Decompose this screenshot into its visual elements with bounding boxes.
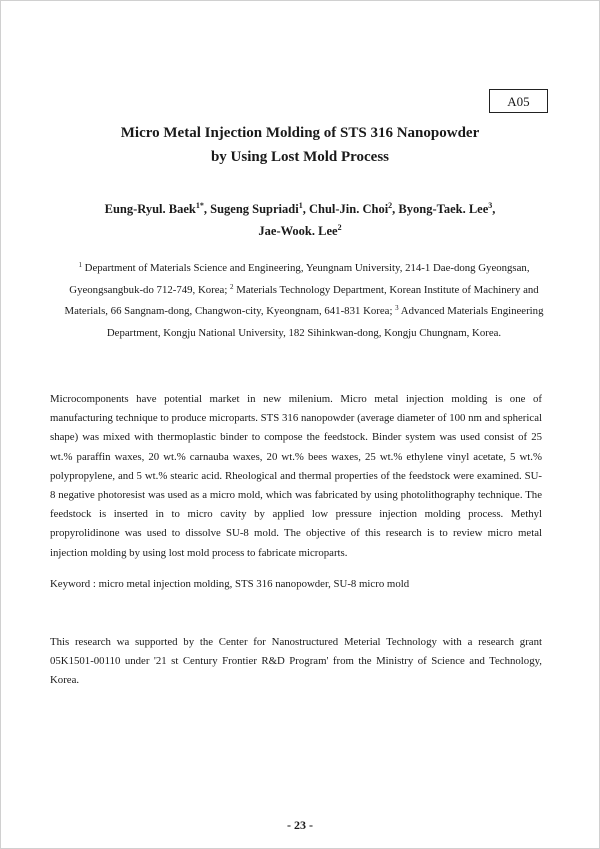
author-affiliation-mark: 2 [337,223,342,232]
author-name: Chul-Jin. Choi [308,202,389,216]
affiliations [58,258,550,344]
affiliation-text: Materials Technology Department, Korean Institute of Machinery and Materials, 66 Sangnam-dong, Changwon-city, Kyeongnam, 641-831 Korea; [64,283,539,318]
author-affiliation-mark: 1 [298,201,303,210]
affiliation-mark: 3 [395,304,399,313]
author-name: Jae-Wook. Lee [258,224,338,238]
paper-code-box: A05 [489,89,548,113]
abstract-paragraph: Microcomponents have potential market in new milenium. Micro metal injection molding is one of manufacturing technique to produce microparts. STS 316 nanopowder (average diameter of 100 nm and spherical shape) was mixed with thermoplastic binder to compose the feedstock. Binder system was used consist of 25 wt.% paraffin waxes, 20 wt.% carnauba waxes, 20 wt.% bees waxes, 25 wt.% ethylene vinyl acetate, 5 wt.% polypropylene, and 5 wt.% stearic acid. Rheological and thermal properties of the feedstock were examined. SU-8 negative photoresist was used as a micro mold, which was fabricated by using photolithography technique. The feedstock is inserted in to micro cavity by applied low pressure injection molding process. Methyl propyrolidinone was used to dissolve SU-8 mold. The objective of this research is to review micro metal injection molding by using lost mold process to fabricate microparts. [50,393,542,559]
affiliation-mark: 2 [230,282,234,291]
author-name: Sugeng Supriadi [210,202,299,216]
affiliation-text: Advanced Materials Engineering Department, Kongju National University, 182 Sihinkwan-dong, Kongju Chungnam, Korea. [106,305,544,339]
author-name: Eung-Ryul. Baek [104,202,196,216]
page-number: - 23 - [287,818,313,832]
affiliation-mark: 1 [78,261,82,269]
author-affiliation-mark: 1* [195,201,204,210]
author-affiliation-mark: 2 [388,201,393,210]
paper-title-line-2: by Using Lost Mold Process [210,149,390,165]
acknowledgement-paragraph: This research wa supported by the Center for Nanostructured Meterial Technology with a research grant 05K1501-00110 under '21 st Century Frontier R&D Program' from the Ministry of Science and Technology, Korea. [50,636,542,687]
author-name: Byong-Taek. Lee [398,202,489,216]
author-list-line-2 [40,220,560,242]
affiliation-text: Department of Materials Science and Engineering, Yeungnam University, 214-1 Dae-dong Gyeongsan, Gyeongsangbuk-do 712-749, Korea; [69,262,530,296]
keywords-line: Keyword : micro metal injection molding, STS 316 nanopowder, SU-8 micro mold [50,578,410,590]
paper-title-line-1: Micro Metal Injection Molding of STS 316 Nanopowder [120,125,480,141]
author-list-line-1: Eung-Ryul. Baek$^{1*}$, Sugeng Supriadi$^1$, Chul-Jin. Choi$^2$, Byong-Taek. Lee$^3$, [104,201,496,216]
author-affiliation-mark: 3 [488,201,493,210]
